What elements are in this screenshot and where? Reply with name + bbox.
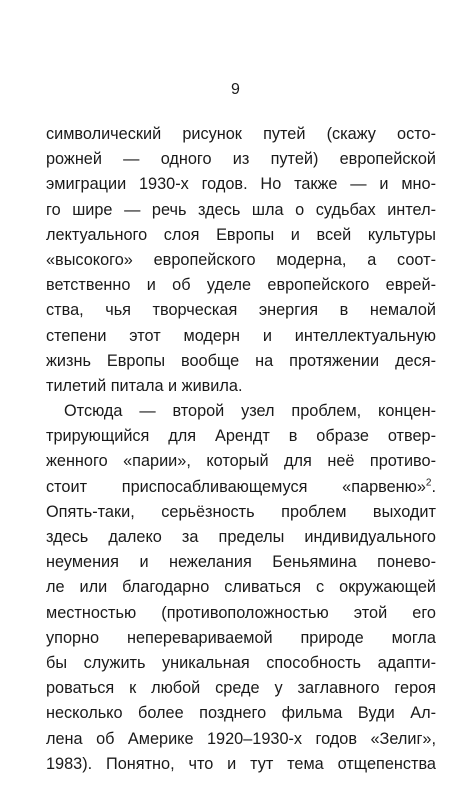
text-line: трирующийся для Арендт в образе отвер-	[46, 427, 436, 446]
text-line: лектуального слоя Европы и всей культуры	[46, 225, 436, 244]
text-line: жизнь Европы вообще на протяжении деся-	[46, 351, 436, 370]
text-line: рожней — одного из путей) европейской	[46, 150, 436, 169]
footnote-period: .	[431, 477, 436, 496]
text-line-part: стоит приспосабливающемуся «парвеню»	[46, 477, 426, 496]
text-line: «высокого» европейского модерна, а соот-	[46, 250, 436, 269]
text-line: несколько более позднего фильма Вуди Ал-	[46, 704, 436, 723]
text-line: упорно неперевариваемой природе могла	[46, 628, 436, 647]
text-line: Опять-таки, серьёзность проблем выходит	[46, 502, 436, 521]
text-line: неумения и нежелания Беньямина понево-	[46, 553, 436, 572]
text-line: 1983). Понятно, что и тут тема отщепенства	[46, 754, 436, 773]
text-line: бы служить уникальная способность адапти-	[46, 653, 436, 672]
text-line: ле или благодарно сливаться с окружающей	[46, 578, 436, 597]
text-line: степени этот модерн и интеллектуальную	[46, 326, 436, 345]
text-line: Отсюда — второй узел проблем, концен-	[64, 402, 436, 421]
footnote-marker: 2	[425, 477, 432, 489]
text-line-with-footnote	[46, 475, 436, 500]
text-line: роваться к любой среде у заглавного героя	[46, 679, 436, 698]
text-line: эмиграции 1930-х годов. Но также — и мно-	[46, 175, 436, 194]
text-line: здесь далеко за пределы индивидуального	[46, 528, 436, 546]
text-line: местностью (противоположностью этой его	[46, 603, 436, 622]
text-line: лена об Америке 1920–1930-х годов «Зелиг»,	[46, 729, 436, 748]
text-line: символический рисунок путей (скажу осто-	[46, 125, 436, 143]
text-line: тилетий питала и живила.	[46, 376, 243, 395]
text-line: го шире — речь здесь шла о судьбах интел-	[46, 200, 436, 219]
text-line: ства, чья творческая энергия в немалой	[46, 301, 436, 320]
text-line: женного «парии», который для неё противо-	[46, 452, 436, 471]
body-text	[46, 122, 436, 777]
text-line: ветственно и об уделе европейского еврей-	[46, 276, 436, 295]
page-number: 9	[231, 81, 240, 98]
